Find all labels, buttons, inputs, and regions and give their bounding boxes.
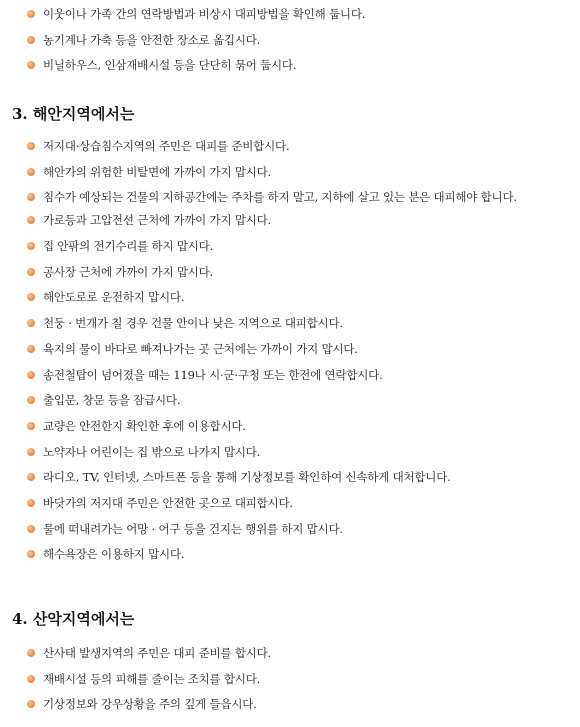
list-item-text: 교량은 안전한지 확인한 후에 이용합시다.: [43, 418, 246, 433]
list-item: [0, 696, 580, 713]
bullet-icon: [27, 396, 35, 404]
list-item: [0, 289, 580, 306]
list-item-text: 산사태 발생지역의 주민은 대피 준비를 합시다.: [43, 646, 272, 660]
list-item-text: 해안도로로 운전하지 맙시다.: [43, 290, 185, 305]
list-item: [0, 212, 580, 229]
section-heading-mountain: 4. 산악지역에서는: [12, 610, 135, 628]
bullet-icon: [27, 700, 35, 708]
list-item-text: 송전철탑이 넘어졌을 때는 119나 시·군·구청 또는 한전에 연락합시다.: [43, 367, 383, 382]
bullet-icon: [27, 216, 35, 224]
list-item: [0, 315, 580, 332]
bullet-icon: [27, 422, 35, 430]
list-item-text: 라디오, TV, 인터넷, 스마트폰 등을 통해 기상정보를 확인하여 신속하게 대처합니다.: [43, 470, 451, 485]
list-item: [0, 671, 580, 688]
list-item: [0, 189, 580, 206]
bullet-icon: [27, 319, 35, 327]
bullet-icon: [27, 268, 35, 276]
list-item-text: 농기계나 가축 등을 안전한 장소로 옮깁시다.: [43, 32, 261, 47]
bullet-icon: [27, 649, 35, 657]
list-item: [0, 392, 580, 409]
bullet-icon: [27, 242, 35, 250]
list-item: [0, 495, 580, 512]
list-item: [0, 164, 580, 181]
list-item: [0, 32, 580, 49]
prev-section-list: [0, 6, 580, 83]
bullet-icon: [27, 525, 35, 533]
list-item-text: 바닷가의 저지대 주민은 안전한 곳으로 대피합시다.: [43, 495, 293, 510]
bullet-icon: [27, 473, 35, 481]
bullet-icon: [27, 61, 35, 69]
list-item: [0, 444, 580, 461]
list-item-text: 물에 떠내려가는 어망 · 어구 등을 건지는 행위를 하지 맙시다.: [43, 521, 343, 536]
bullet-icon: [27, 142, 35, 150]
bullet-icon: [27, 193, 35, 201]
list-item-text: 해안가의 위험한 비탈면에 가까이 가지 맙시다.: [43, 164, 272, 179]
list-item-text: 침수가 예상되는 건물의 지하공간에는 주차를 하지 말고, 지하에 살고 있는 분은 대피해야 합니다.: [43, 190, 517, 205]
list-item: [0, 367, 580, 384]
bullet-icon: [27, 168, 35, 176]
list-item-text: 비닐하우스, 인삼재배시설 등을 단단히 묶어 둡시다.: [43, 58, 297, 73]
list-item: [0, 57, 580, 74]
list-item: [0, 418, 580, 435]
list-item-text: 기상정보와 강우상황을 주의 깊게 들읍시다.: [43, 697, 257, 712]
list-item-text: 저지대·상습침수지역의 주민은 대피를 준비합시다.: [43, 139, 290, 153]
bullet-icon: [27, 448, 35, 456]
list-item-text: 출입문, 창문 등을 잠급시다.: [43, 393, 181, 408]
bullet-icon: [27, 371, 35, 379]
bullet-icon: [27, 293, 35, 301]
list-item-text: 천둥 · 번개가 칠 경우 건물 안이나 낮은 지역으로 대피합시다.: [43, 316, 343, 331]
bullet-icon: [27, 499, 35, 507]
list-item: [0, 521, 580, 538]
list-item: [0, 469, 580, 486]
list-item-text: 집 안팎의 전기수리를 하지 맙시다.: [43, 239, 214, 254]
list-item: [0, 6, 580, 23]
bullet-icon: [27, 10, 35, 18]
bullet-icon: [27, 675, 35, 683]
list-item: [0, 645, 580, 662]
list-item: [0, 264, 580, 281]
mountain-section-list: [0, 645, 580, 722]
list-item-text: 공사장 근처에 가까이 가지 맙시다.: [43, 264, 214, 279]
list-item-text: 육지의 물이 바다로 빠져나가는 곳 근처에는 가까이 가지 맙시다.: [43, 341, 358, 356]
list-item-text: 이웃이나 가족 간의 연락방법과 비상시 대피방법을 확인해 둡니다.: [43, 7, 366, 21]
bullet-icon: [27, 550, 35, 558]
list-item-text: 노약자나 어린이는 집 밖으로 나가지 맙시다.: [43, 444, 261, 459]
coastal-section-list: [0, 138, 580, 572]
list-item: [0, 238, 580, 255]
list-item-text: 재배시설 등의 피해를 줄이는 조치를 합시다.: [43, 671, 261, 686]
bullet-icon: [27, 345, 35, 353]
list-item-text: 해수욕장은 이용하지 맙시다.: [43, 547, 185, 562]
list-item-text: 가로등과 고압전선 근처에 가까이 가지 맙시다.: [43, 213, 272, 228]
list-item: [0, 138, 580, 155]
section-heading-coastal: 3. 해안지역에서는: [12, 105, 135, 123]
list-item: [0, 546, 580, 563]
bullet-icon: [27, 36, 35, 44]
list-item: [0, 341, 580, 358]
